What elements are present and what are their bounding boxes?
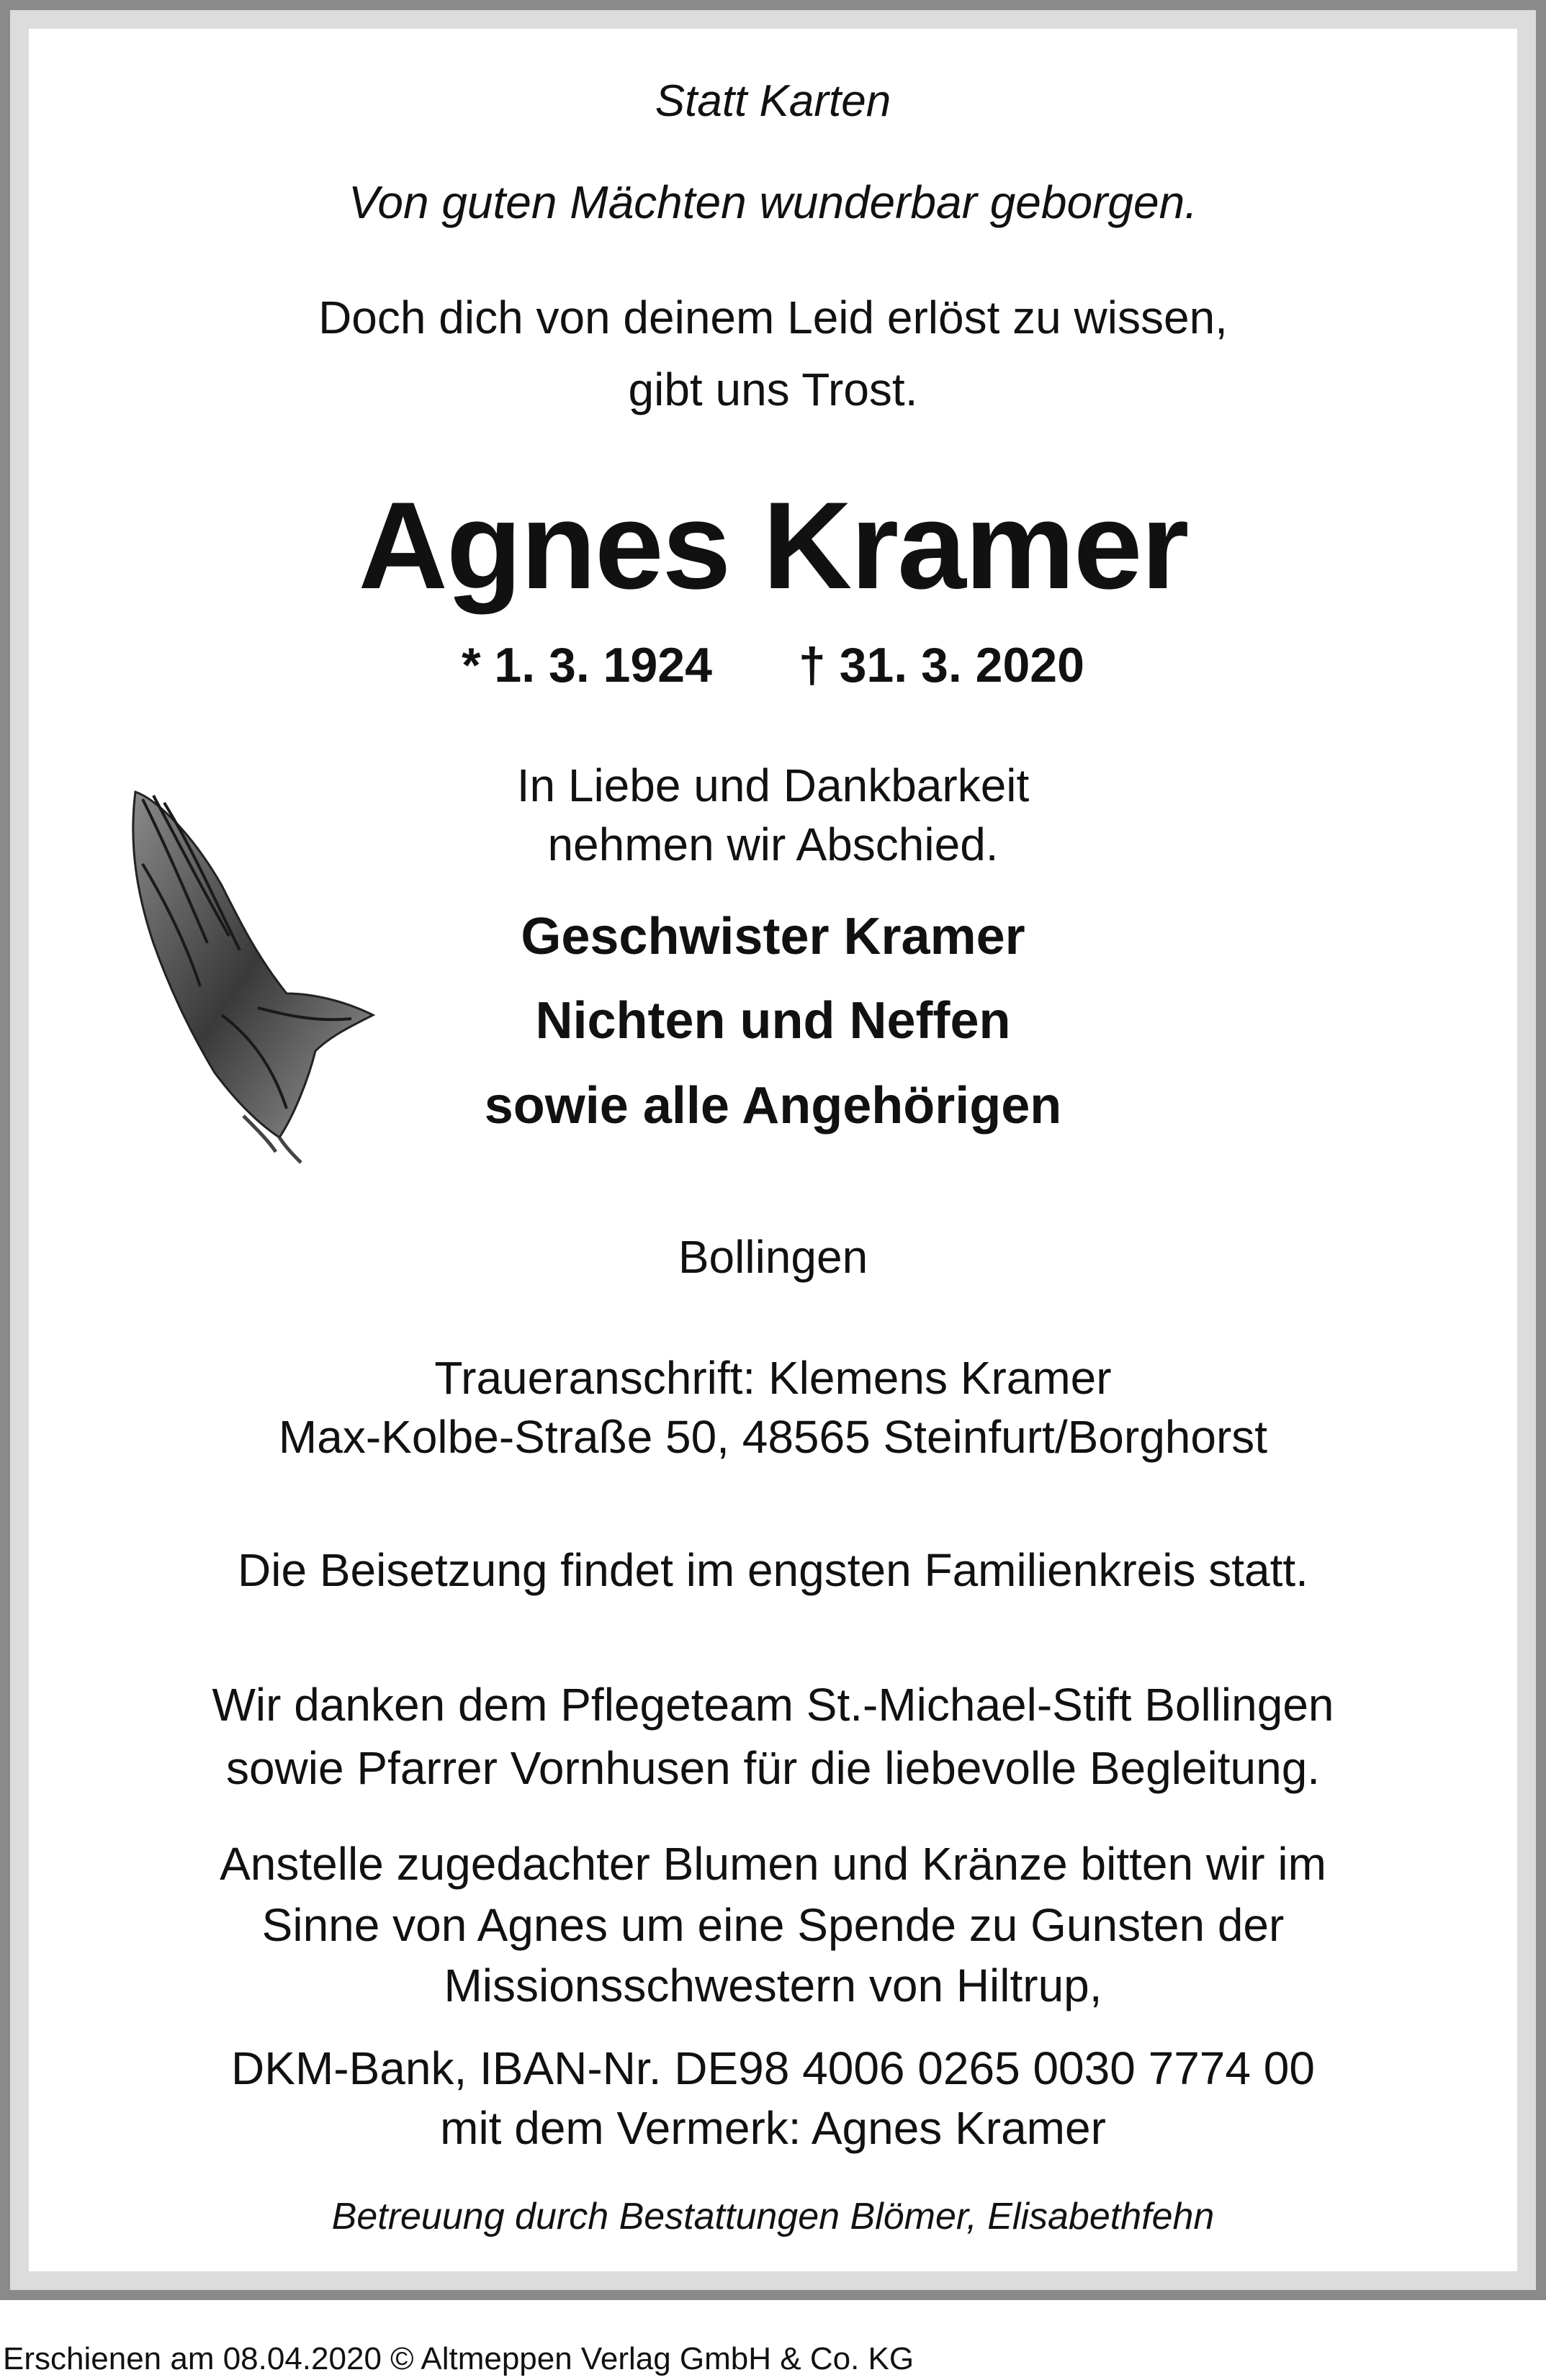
- farewell-line-1: In Liebe und Dankbarkeit: [516, 759, 1030, 811]
- place-text: Bollingen: [678, 1231, 868, 1283]
- address-line-1: Traueranschrift: Klemens Kramer: [434, 1352, 1112, 1404]
- address-line-2: Max-Kolbe-Straße 50, 48565 Steinfurt/Borghorst: [278, 1411, 1268, 1463]
- mourner-1: Geschwister Kramer: [521, 908, 1025, 965]
- donation-line-2: Sinne von Agnes um eine Spende zu Gunsten der: [261, 1899, 1285, 1951]
- mourner-2: Nichten und Neffen: [535, 992, 1011, 1050]
- thanks-line-1: Wir danken dem Pflegeteam St.-Michael-Stift Bollingen: [212, 1679, 1334, 1731]
- bank-line-1: DKM-Bank, IBAN-Nr. DE98 4006 0265 0030 7774 00: [231, 2042, 1315, 2094]
- undertaker-text: Betreuung durch Bestattungen Blömer, Elisabethfehn: [331, 2196, 1215, 2237]
- bank-line-2: mit dem Vermerk: Agnes Kramer: [440, 2102, 1106, 2154]
- death-date: † 31. 3. 2020: [798, 638, 1084, 693]
- donation-line-3: Missionsschwestern von Hiltrup,: [444, 1960, 1102, 2011]
- deceased-name: Agnes Kramer: [358, 477, 1188, 615]
- donation-line-1: Anstelle zugedachter Blumen und Kränze bitten wir im: [220, 1838, 1326, 1890]
- intro-text: Statt Karten: [655, 76, 891, 126]
- life-dates: [0, 637, 1546, 693]
- publication-footer: Erschienen am 08.04.2020 © Altmeppen Verlag GmbH & Co. KG: [3, 2341, 914, 2376]
- birth-date: * 1. 3. 1924: [462, 638, 712, 693]
- farewell-line-2: nehmen wir Abschied.: [547, 819, 999, 870]
- funeral-note: Die Beisetzung findet im engsten Familienkreis statt.: [238, 1544, 1308, 1596]
- verse-line-1: Von guten Mächten wunderbar geborgen.: [349, 176, 1197, 228]
- verse-line-3: gibt uns Trost.: [628, 364, 918, 415]
- thanks-line-2: sowie Pfarrer Vornhusen für die liebevolle Begleitung.: [225, 1742, 1321, 1794]
- verse-line-2: Doch dich von deinem Leid erlöst zu wissen,: [318, 292, 1228, 343]
- mourner-3: sowie alle Angehörigen: [484, 1077, 1062, 1135]
